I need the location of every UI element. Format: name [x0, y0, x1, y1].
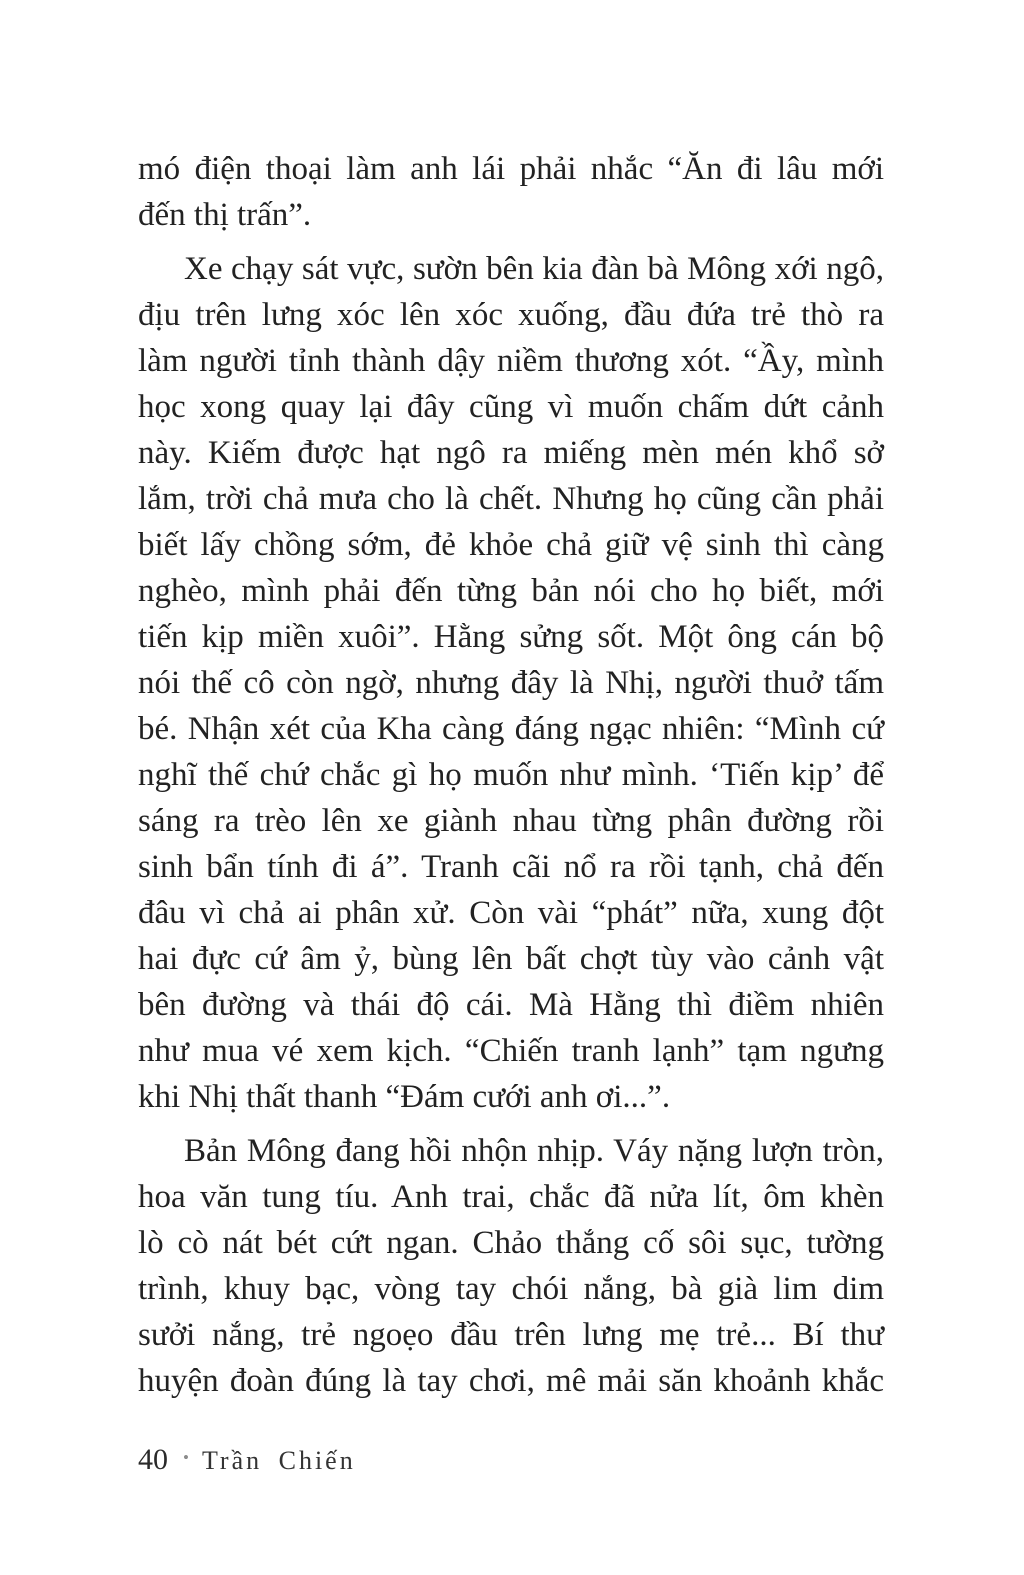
text-line: làm người tỉnh thành dậy niềm thương xót. “Ầy, mình	[138, 343, 884, 379]
paragraph	[138, 1128, 884, 1404]
text-line: Bản Mông đang hồi nhộn nhịp. Váy nặng lượn tròn,	[184, 1133, 884, 1169]
text-line: khi Nhị thất thanh “Đám cưới anh ơi...”.	[138, 1079, 671, 1115]
text-line: nghèo, mình phải đến từng bản nói cho họ biết, mới	[138, 573, 884, 609]
paragraph	[138, 246, 884, 1120]
text-line: sinh bẩn tính đi á”. Tranh cãi nổ ra rồi tạnh, chả đến	[138, 849, 884, 885]
text-line: tiến kịp miền xuôi”. Hằng sửng sốt. Một ông cán bộ	[138, 619, 884, 655]
text-line: lắm, trời chả mưa cho là chết. Nhưng họ cũng cần phải	[138, 481, 884, 517]
text-line: bên đường và thái độ cái. Mà Hằng thì điềm nhiên	[138, 987, 884, 1023]
text-line: huyện đoàn đúng là tay chơi, mê mải săn khoảnh khắc	[138, 1363, 884, 1399]
text-line: đâu vì chả ai phân xử. Còn vài “phát” nữa, xung đột	[138, 895, 884, 931]
paragraph	[138, 146, 884, 238]
page-number: 40	[138, 1443, 168, 1476]
text-line: này. Kiếm được hạt ngô ra miếng mèn mén khổ sở	[138, 435, 884, 471]
text-line: biết lấy chồng sớm, đẻ khỏe chả giữ vệ sinh thì càng	[138, 527, 884, 563]
text-line: như mua vé xem kịch. “Chiến tranh lạnh” tạm ngưng	[138, 1033, 884, 1069]
author-name: Trần Chiến	[201, 1446, 356, 1475]
text-line: sưởi nắng, trẻ ngoẹo đầu trên lưng mẹ trẻ... Bí thư	[138, 1317, 884, 1353]
text-line: sáng ra trèo lên xe giành nhau từng phân đường rồi	[138, 803, 884, 839]
text-line: Xe chạy sát vực, sườn bên kia đàn bà Mông xới ngô,	[184, 251, 884, 287]
text-line: lò cò nát bét cứt ngan. Chảo thắng cố sôi sục, tường	[138, 1225, 884, 1261]
text-line: bé. Nhận xét của Kha càng đáng ngạc nhiên: “Mình cứ	[138, 711, 884, 747]
text-line: đến thị trấn”.	[138, 197, 312, 233]
text-line: học xong quay lại đây cũng vì muốn chấm dứt cảnh	[138, 389, 884, 425]
text-line: trình, khuy bạc, vòng tay chói nắng, bà già lim dim	[138, 1271, 884, 1307]
text-line: hoa văn tung tíu. Anh trai, chắc đã nửa lít, ôm khèn	[138, 1179, 884, 1215]
text-line: nói thế cô còn ngờ, nhưng đây là Nhị, người thuở tấm	[138, 665, 884, 701]
page-footer	[138, 1443, 356, 1477]
text-line: địu trên lưng xóc lên xóc xuống, đầu đứa trẻ thò ra	[138, 297, 884, 333]
text-line: hai đực cứ âm ỷ, bùng lên bất chợt tùy vào cảnh vật	[138, 941, 884, 977]
text-line: nghĩ thế chứ chắc gì họ muốn như mình. ‘Tiến kịp’ để	[138, 757, 884, 793]
bullet-separator-icon: •	[183, 1448, 189, 1467]
text-block	[138, 146, 884, 1404]
text-line: mó điện thoại làm anh lái phải nhắc “Ăn đi lâu mới	[138, 151, 884, 187]
